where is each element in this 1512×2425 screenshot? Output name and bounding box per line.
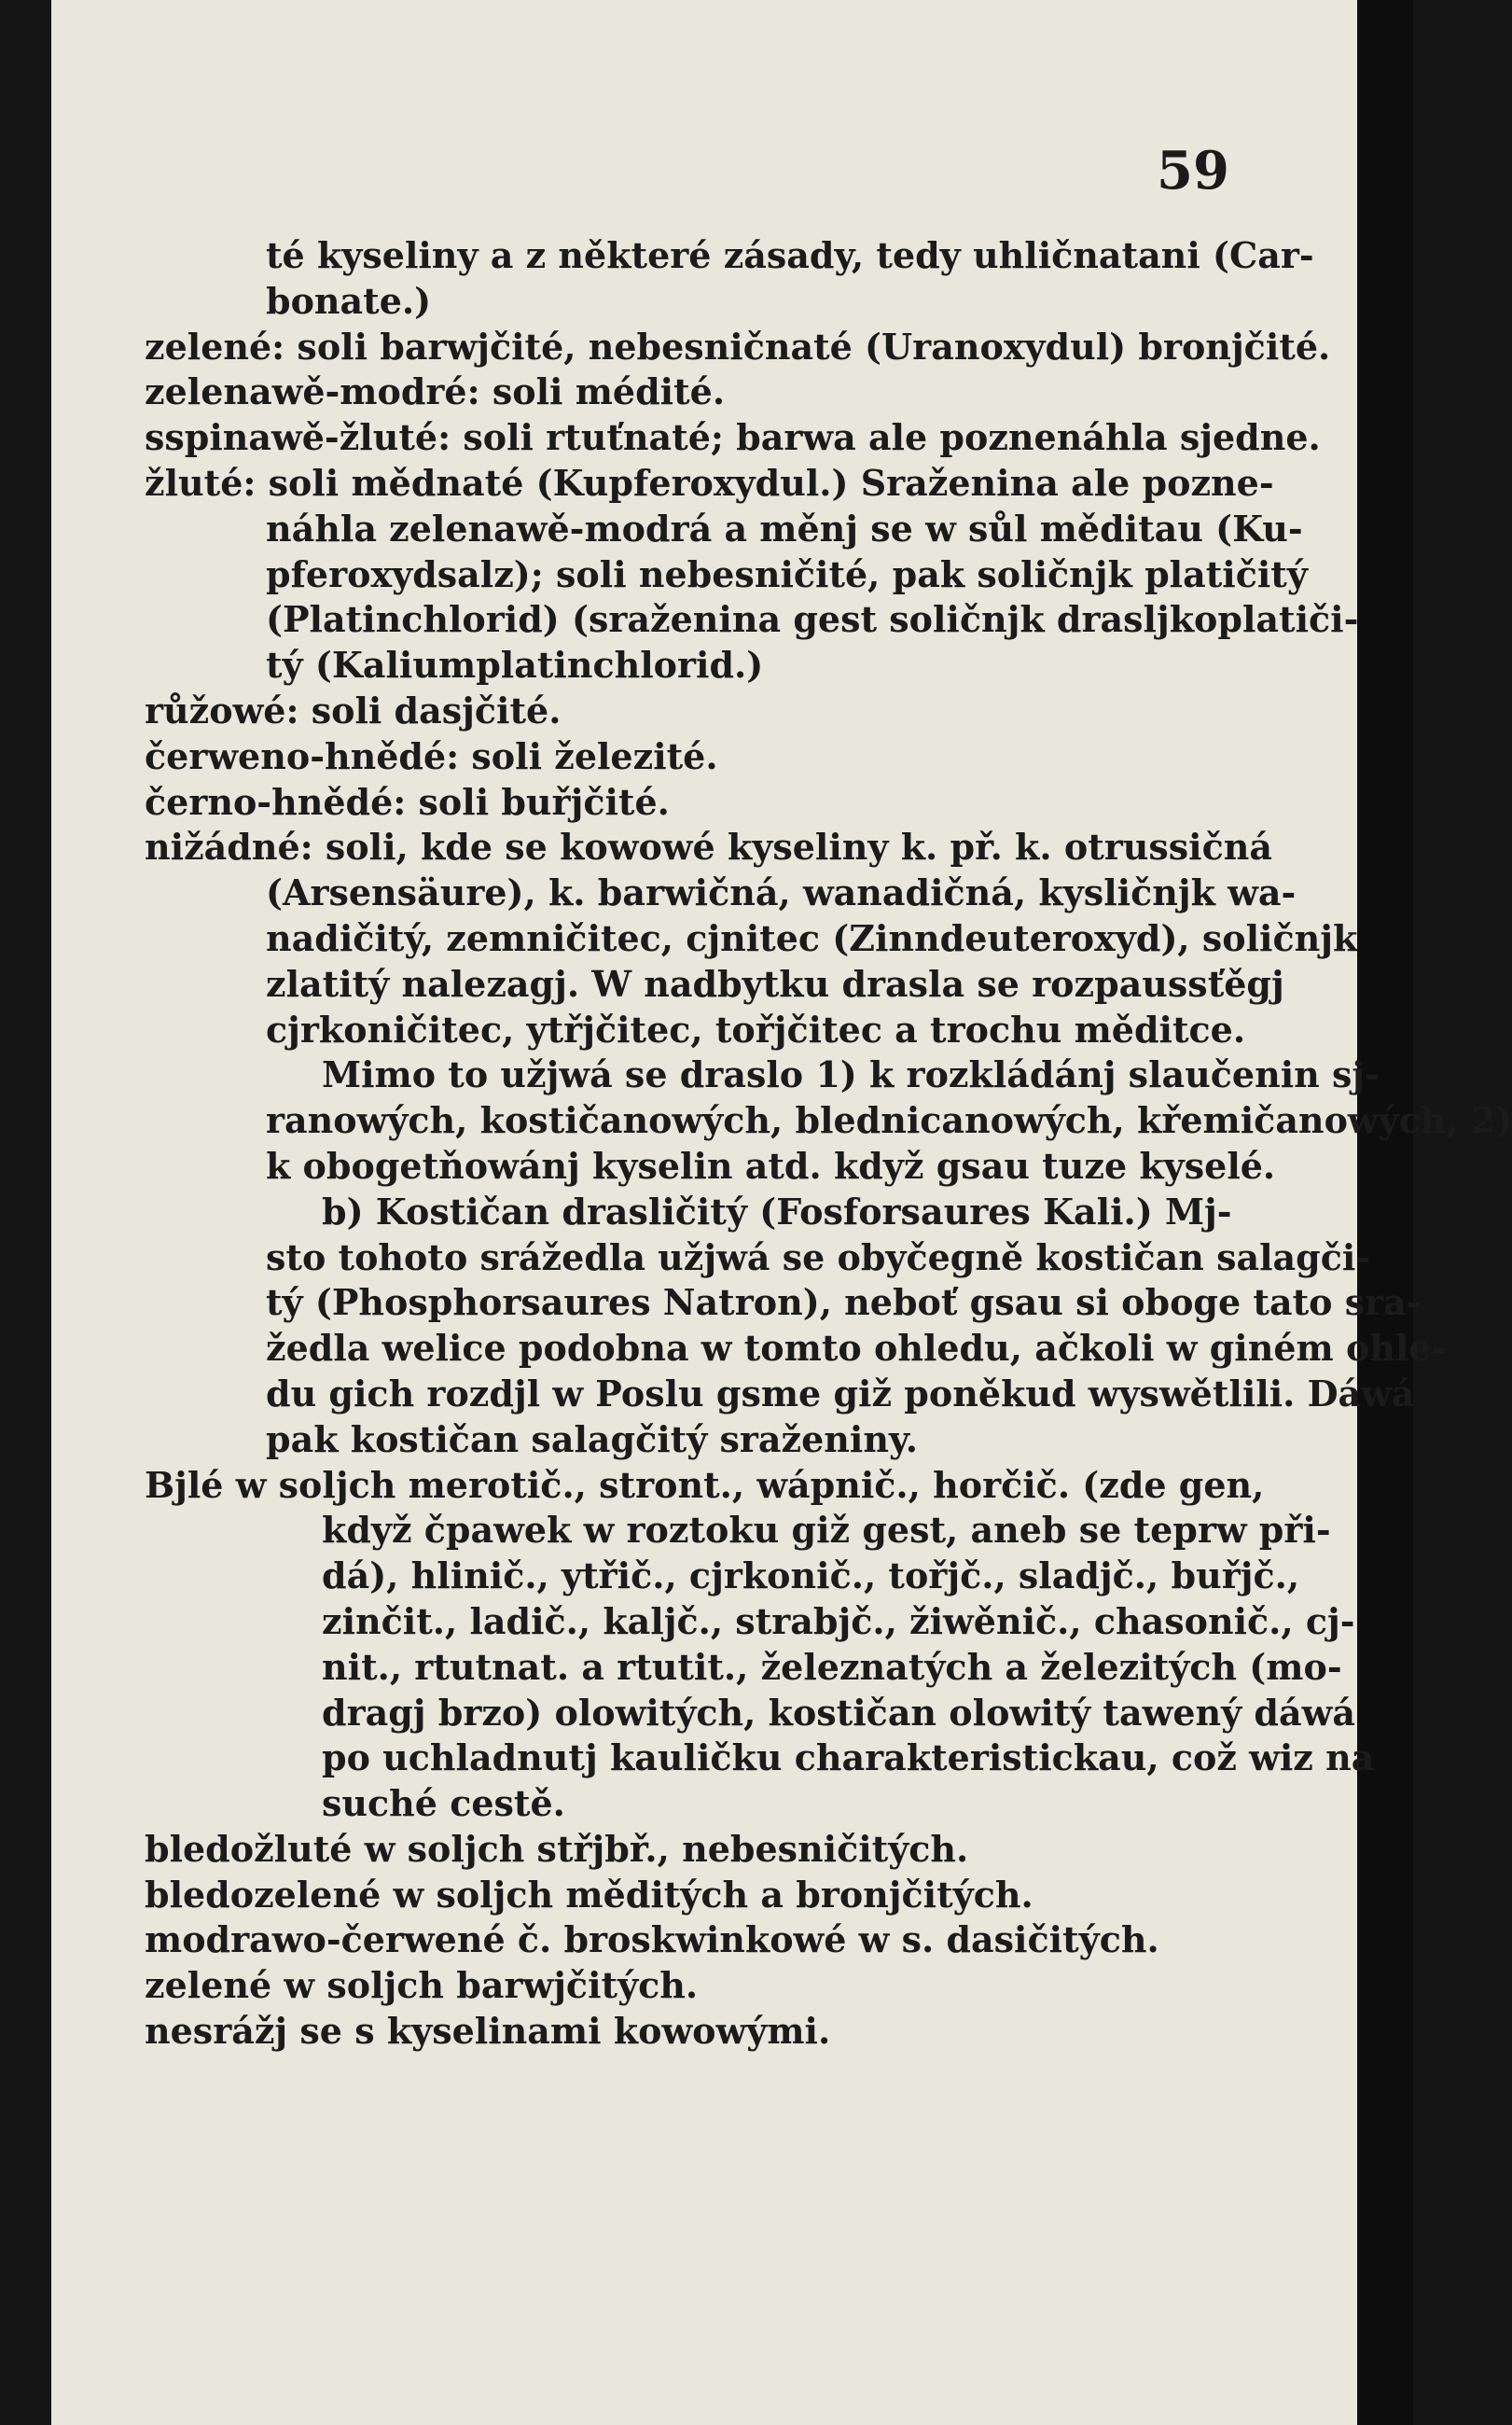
text-line: zelené: soli barwjčité, nebesničnaté (Uranoxydul) bronjčité.: [145, 325, 1331, 368]
text-line: po uchladnutj kauličku charakteristickau, což wiz na: [322, 1736, 1375, 1779]
text-line: dragj brzo) olowitých, kostičan olowitý tawený dáwá: [322, 1691, 1355, 1734]
text-line: suché cestě.: [322, 1782, 565, 1825]
text-line: (Arsensäure), k. barwičná, wanadičná, kysličnjk wa-: [266, 871, 1297, 914]
text-line: modrawo-čerwené č. broskwinkowé w s. dasičitých.: [145, 1918, 1159, 1961]
text-line: pferoxydsalz); soli nebesničité, pak soličnjk platičitý: [266, 552, 1308, 595]
page-right-edge: [1357, 0, 1413, 2425]
text-line: černo-hnědé: soli buřjčité.: [145, 780, 670, 823]
text-line: náhla zelenawě-modrá a měnj se w sůl měditau (Ku-: [266, 507, 1303, 550]
text-line: čerweno-hnědé: soli železité.: [145, 734, 718, 777]
text-line: žedla welice podobna w tomto ohledu, ačkoli w giném ohle-: [266, 1327, 1447, 1370]
text-line: sto tohoto srážedla užjwá se obyčegně kostičan salagči-: [266, 1235, 1371, 1278]
text-line: té kyseliny a z některé zásady, tedy uhličnatani (Car-: [266, 234, 1314, 276]
text-line: zinčit., ladič., kaljč., strabjč., žiwěnič., chasonič., cj-: [322, 1599, 1355, 1642]
text-line: nadičitý, zemničitec, cjnitec (Zinndeuteroxyd), soličnjk: [266, 916, 1358, 959]
text-line: sspinawě-žluté: soli rtuťnaté; barwa ale poznenáhla sjedne.: [145, 416, 1321, 459]
text-line: Bjlé w soljch merotič., stront., wápnič., horčič. (zde gen,: [145, 1463, 1265, 1506]
text-line: k obogetňowánj kyselin atd. když gsau tuze kyselé.: [266, 1144, 1276, 1187]
text-line: zelenawě-modré: soli médité.: [145, 370, 726, 413]
text-line: tý (Phosphorsaures Natron), neboť gsau si oboge tato sra-: [266, 1281, 1422, 1324]
text-line: b) Kostičan drasličitý (Fosforsaures Kali.) Mj-: [322, 1190, 1232, 1233]
text-line: nit., rtutnat. a rtutit., železnatých a železitých (mo-: [322, 1645, 1342, 1688]
text-line: bledozelené w soljch měditých a bronjčitých.: [145, 1873, 1033, 1916]
text-line: nesrážj se s kyselinami kowowými.: [145, 2010, 831, 2053]
text-line: bledožluté w soljch střjbř., nebesničitých.: [145, 1827, 969, 1870]
text-line: nižádné: soli, kde se kowowé kyseliny k. př. k. otrussičná: [145, 826, 1273, 869]
text-line: zlatitý nalezagj. W nadbytku drasla se rozpaussťěgj: [266, 962, 1284, 1005]
text-line: du gich rozdjl w Poslu gsme giž poněkud wyswětlili. Dáwá: [266, 1372, 1415, 1415]
text-line: pak kostičan salagčitý sraženiny.: [266, 1417, 918, 1460]
text-line: cjrkoničitec, ytřjčitec, tořjčitec a trochu měditce.: [266, 1008, 1246, 1051]
page-text: [89, 233, 1512, 2055]
text-line: bonate.): [266, 279, 432, 322]
text-line: Mimo to užjwá se draslo 1) k rozkládánj slaučenin sj-: [322, 1053, 1380, 1096]
text-line: ranowých, kostičanowých, blednicanowých, křemičanowých, 2): [266, 1099, 1512, 1142]
text-line: tý (Kaliumplatinchlorid.): [266, 644, 764, 687]
text-line: žluté: soli mědnaté (Kupferoxydul.) Sraženina ale pozne-: [145, 461, 1274, 504]
text-line: růžowé: soli dasjčité.: [145, 689, 562, 732]
page-number: 59: [1157, 140, 1229, 202]
text-line: dá), hlinič., ytřič., cjrkonič., tořjč., sladjč., buřjč.,: [322, 1554, 1300, 1597]
text-line: (Platinchlorid) (sraženina gest soličnjk draslјkoplatiči-: [266, 598, 1359, 641]
text-line: zelené w soljch barwjčitých.: [145, 1964, 699, 2007]
text-line: když čpawek w roztoku giž gest, aneb se teprw při-: [322, 1509, 1331, 1552]
